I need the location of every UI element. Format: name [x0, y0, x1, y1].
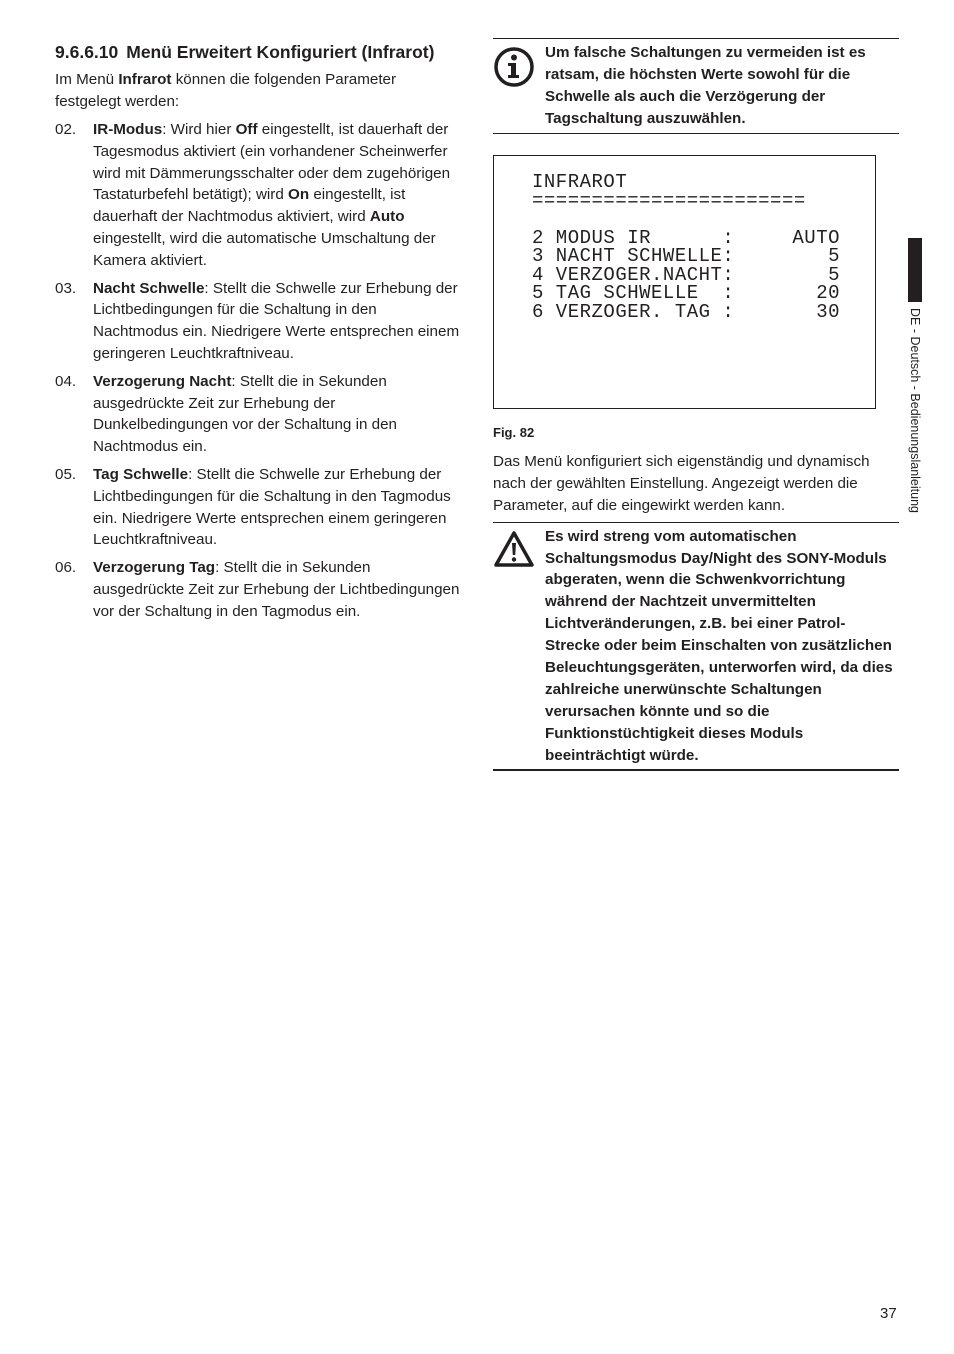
list-term: Verzogerung Nacht — [93, 372, 232, 390]
list-text: eingestellt, wird die automatische Umschaltung der Kamera aktiviert. — [93, 229, 436, 269]
section-heading — [55, 40, 460, 64]
section-title: Menü Erweitert Konfiguriert (Infrarot) — [126, 42, 435, 62]
list-body — [93, 464, 460, 551]
list-item — [55, 464, 460, 551]
osd-rule: ======================= — [532, 189, 806, 212]
osd-row-label: 4 VERZOGER.NACHT: — [532, 263, 735, 286]
list-index: 05. — [55, 465, 77, 483]
right-column — [493, 38, 899, 771]
osd-row — [532, 300, 840, 323]
page-number: 37 — [880, 1305, 897, 1322]
side-tab-marker — [908, 238, 922, 302]
intro-text: Im Menü — [55, 71, 119, 88]
osd-row-value: AUTO — [792, 226, 840, 249]
section-number: 9.6.6.10 — [55, 42, 119, 62]
list-body — [93, 557, 460, 622]
info-notice-text: Um falsche Schaltungen zu vermeiden ist es ratsam, die höchsten Werte sowohl für die Schwelle als auch die Verzögerung der Tagschaltung auszuwählen. — [545, 44, 866, 127]
intro-bold: Infrarot — [118, 71, 172, 88]
left-column — [55, 40, 460, 629]
osd-row-value: 30 — [816, 300, 840, 323]
list-item — [55, 557, 460, 622]
list-item — [55, 371, 460, 458]
list-item — [55, 278, 460, 365]
osd-row — [532, 284, 840, 303]
intro-paragraph — [55, 69, 460, 113]
info-icon — [493, 42, 545, 130]
osd-row-label: 5 TAG SCHWELLE : — [532, 282, 735, 305]
list-text: : Stellt die Schwelle zur Erhebung der Lichtbedingungen für die Schaltung in den Tagmodus ein. Niedrigere Werte entsprechen einem geringeren Leuchtkraftniveau. — [93, 465, 451, 549]
list-body — [93, 278, 460, 365]
warning-notice-text: Es wird streng vom automatischen Schaltungsmodus Day/Night des SONY-Moduls abgeraten, wenn die Schwenkvorrichtung während der Nachtzeit unvermittelten Lichtveränderungen, z.B. bei einer Patrol- Strecke oder beim Einschalten von zusätzlichen Beleuchtungsgeräten, unterworfen wird, da dies zahlreiche unerwünschte Schaltungen verursachen könnte und so die Funktionstüchtigkeit dieses Moduls beeinträchtigt würde. — [545, 527, 893, 764]
keyword-auto: Auto — [369, 208, 405, 226]
side-label — [906, 308, 924, 558]
osd-title: INFRAROT — [532, 170, 628, 193]
warning-notice — [493, 522, 899, 771]
list-body — [93, 371, 460, 458]
list-item — [55, 119, 460, 272]
list-index: 06. — [55, 559, 77, 577]
list-text: : Stellt die in Sekunden ausgedrückte Zeit zur Erhebung der Dunkelbedingungen vor der Schaltung in den Nachtmodus ein. — [93, 372, 397, 456]
list-text: eingestellt, ist dauerhaft der Tagesmodus aktiviert (ein vorhandener Scheinwerfer wird mit Dämmerungsschalter oder dem zugehörigen Tastaturbefehl betätigt); wird — [93, 121, 451, 204]
osd-row-label: 2 MODUS IR : — [532, 226, 735, 249]
list-body — [93, 119, 460, 272]
figure-caption: Fig. 82 — [493, 424, 535, 440]
info-notice — [493, 38, 899, 134]
osd-row-value: 5 — [828, 263, 840, 286]
osd-row-label: 6 VERZOGER. TAG : — [532, 300, 735, 323]
keyword-off: Off — [235, 121, 258, 138]
list-term: Verzogerung Tag — [93, 559, 216, 577]
description-paragraph: Das Menü konfiguriert sich eigenständig und dynamisch nach der gewählten Einstellung. Angezeigt werden die Parameter, auf die eingewirkt werden kann. — [493, 452, 870, 514]
intro-text-end: können die folgenden Parameter festgelegt werden: — [55, 71, 397, 110]
osd-row — [532, 247, 840, 266]
list-index: 04. — [55, 372, 77, 390]
list-index: 02. — [55, 121, 77, 138]
list-term: IR-Modus — [93, 121, 163, 138]
osd-row-value: 20 — [816, 282, 840, 305]
list-index: 03. — [55, 279, 77, 297]
list-text: eingestellt, ist dauerhaft der Nachtmodus aktiviert, wird — [93, 186, 406, 226]
list-text: : Wird hier — [162, 121, 236, 138]
osd-row-value: 5 — [828, 245, 840, 268]
osd-row-label: 3 NACHT SCHWELLE: — [532, 245, 735, 268]
warning-icon — [493, 526, 545, 767]
list-text: : Stellt die in Sekunden ausgedrückte Zeit zur Erhebung der Lichtbedingungen vor der Schaltung in den Tagmodus ein. — [93, 559, 460, 620]
osd-rows — [532, 226, 840, 323]
list-text: : Stellt die Schwelle zur Erhebung der Lichtbedingungen für die Schaltung in den Nachtmodus ein. Niedrigere Werte entsprechen einem geringeren Leuchtkraftniveau. — [93, 279, 460, 362]
list-term: Tag Schwelle — [93, 465, 189, 483]
osd-menu-figure — [493, 155, 876, 409]
list-term: Nacht Schwelle — [93, 279, 205, 297]
keyword-on: On — [288, 186, 310, 204]
side-label-text: DE - Deutsch - Bedienungslanleitung — [908, 308, 922, 513]
